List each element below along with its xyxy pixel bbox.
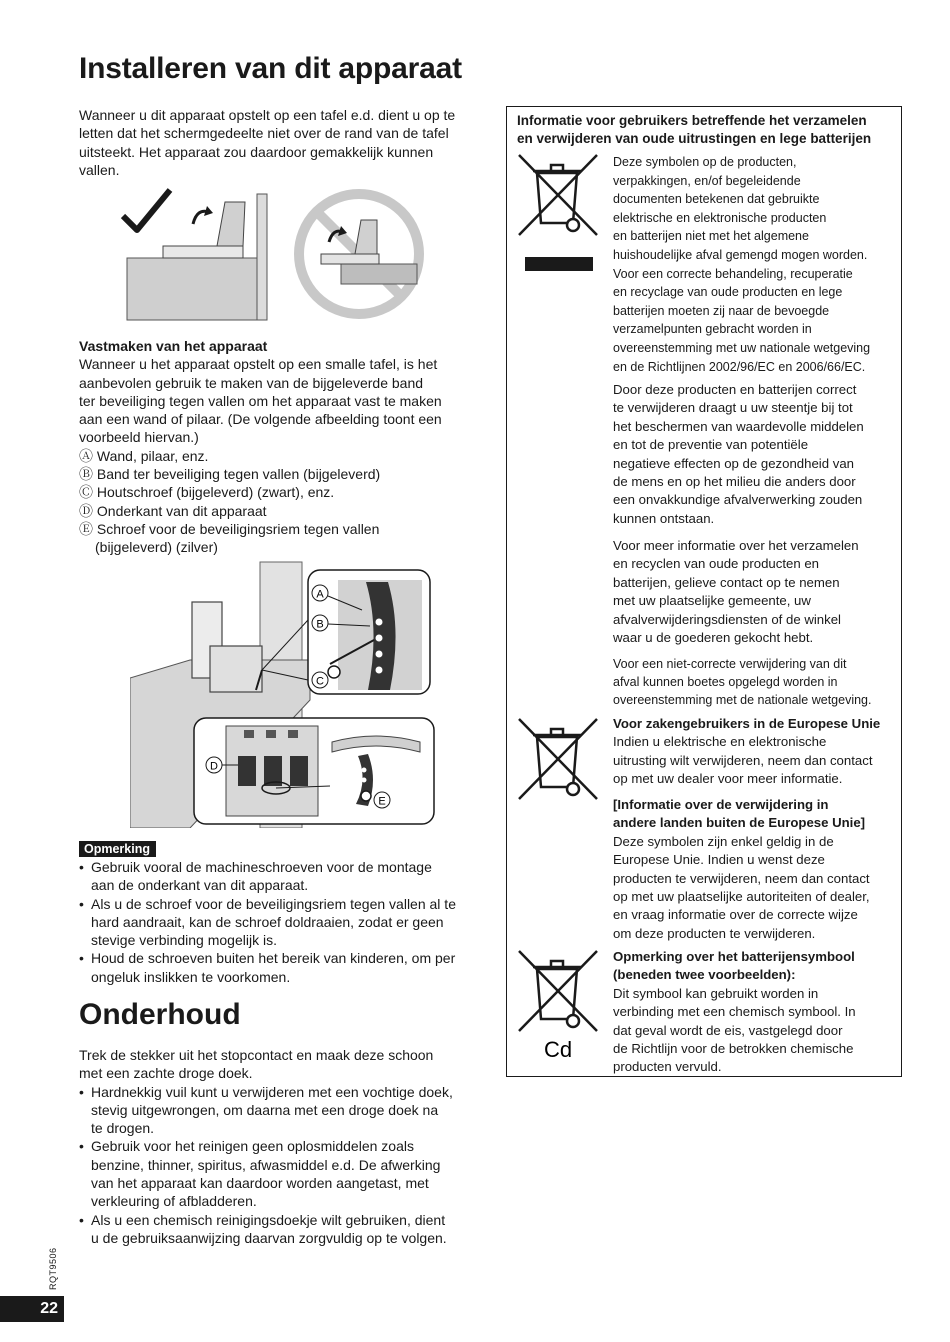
text-line: ter beveiliging tegen vallen om het apparaat vast te maken — [79, 392, 442, 409]
checkmark-icon — [123, 190, 170, 230]
legend-item: Ⓓ Onderkant van dit apparaat — [79, 502, 267, 519]
page-number: 22 — [0, 1296, 64, 1322]
list-item: • Als u de schroef voor de beveiligingsriem tegen vallen al te hard aandraait, kan de schroef doldraaien, zodat er geen stevige verbinding mogelijk is. — [79, 895, 499, 950]
info-paragraph-2: Door deze producten en batterijen correct te verwijderen draagt u uw steentje bij tot het beschermen van waardevolle middelen en tot de preventie van potentiële negatieve effecten op de gezondheid van de mens en op het milieu die anders door een onvakkundige afvalverwerking zouden kunnen ontstaan. — [613, 382, 864, 526]
list-item: • Hardnekkig vuil kunt u verwijderen met een vochtige doek, stevig uitgewrongen, om daarna met een droge doek na te drogen. — [79, 1083, 499, 1138]
note-label: Opmerking — [79, 841, 156, 857]
text-line: aan een wand of pilaar. (De volgende afbeelding toont een — [79, 411, 442, 428]
text-line: Trek de stekker uit het stopcontact en maak deze schoon — [79, 1047, 434, 1063]
section-heading: Vastmaken van het apparaat — [79, 338, 268, 354]
note-list — [79, 858, 499, 986]
label-b: B — [316, 618, 324, 631]
info-paragraph-3: Voor meer informatie over het verzamelen en recyclen van oude producten en batterijen, gelieve contact op te nemen met uw plaatselijke gemeente, uw afvalverwijderingsdiensten of de winkel waar u de goederen gekocht hebt. — [613, 538, 859, 646]
text-line: Wanneer u dit apparaat opstelt op een tafel e.d. dient u op te — [79, 107, 456, 123]
list-item: • Gebruik vooral de machineschroeven voor de montage aan de onderkant van dit apparaat. — [79, 858, 499, 895]
page-title: Installeren van dit apparaat — [79, 52, 462, 85]
box-heading: Informatie voor gebruikers betreffende het verzamelen en verwijderen van oude uitrustingen en lege batterijen — [517, 113, 872, 146]
legend-item: Ⓐ Wand, pilaar, enz. — [79, 447, 209, 464]
text-line: voorbeeld hiervan.) — [79, 429, 199, 446]
placement-illustration — [115, 184, 435, 324]
cd-label: Cd — [543, 1037, 573, 1061]
crossed-bin-icon — [515, 717, 605, 807]
section-title-maintenance: Onderhoud — [79, 998, 241, 1031]
list-item: • Gebruik voor het reinigen geen oplosmiddelen zoals benzine, thinner, spiritus, afwasmiddel e.d. De afwerking van het apparaat kan daardoor worden aangetast, met verkleuring of afbladderen. — [79, 1137, 499, 1210]
text-line: met een zachte droge doek. — [79, 1065, 253, 1082]
text-line: letten dat het schermgedeelte niet over de rand van de tafel — [79, 125, 449, 142]
legend-item: Ⓒ Houtschroef (bijgeleverd) (zwart), enz. — [79, 484, 335, 501]
battery-symbol-section: Opmerking over het batterijensymbool (beneden twee voorbeelden): Dit symbool kan gebruikt worden in verbinding met een chemisch symbool. In dat geval wordt de eis, vastgelegd door de Richtlijn voor de betrokken chemische producten vervuld. — [613, 949, 856, 1075]
battery-bin-icon — [515, 949, 605, 1061]
eu-business-section: Voor zakengebruikers in de Europese Unie Indien u elektrische en elektronische uitrusting wilt verwijderen, neem dan contact op met uw dealer voor meer informatie. — [613, 716, 881, 787]
mounting-illustration — [130, 560, 440, 828]
text-line: uitsteekt. Het apparaat zou daardoor gemakkelijk kunnen — [79, 143, 434, 160]
label-c: C — [316, 675, 324, 688]
info-paragraph-1: Deze symbolen op de producten, verpakkingen, en/of begeleidende documenten betekenen dat gebruikte elektrische en elektronische producten en batterijen niet met het algemene huishoudelijke afval gemengd mogen worden. Voor een correcte behandeling, recuperatie en recyclage van oude producten en lege batterijen moeten zij naar de bevoegde verzamelpunten gebracht worden in overeenstemming met uw nationale wetgeving en de Richtlijnen 2002/96/EC en 2006/66/EC. — [613, 155, 871, 374]
outside-eu-section: [Informatie over de verwijdering in andere landen buiten de Europese Unie] Deze symbolen zijn enkel geldig in de Europese Unie. Indien u wenst deze producten te verwijderen, neem dan contact op met uw plaatselijke autoriteiten of dealer, en vraag informatie over de correcte wijze om deze producten te verwijderen. — [613, 797, 870, 941]
text-line: Wanneer u het apparaat opstelt op een smalle tafel, is het — [79, 356, 438, 373]
intro-paragraph — [79, 106, 489, 179]
fix-section — [79, 337, 499, 557]
label-d: D — [210, 760, 218, 773]
crossed-bin-icon — [515, 153, 605, 273]
legend-item: (bijgeleverd) (zilver) — [95, 539, 218, 556]
disposal-info-box — [506, 106, 902, 1077]
text-line: vallen. — [79, 161, 120, 178]
list-item: • Houd de schroeven buiten het bereik van kinderen, om per ongeluk inslikken te voorkomen. — [79, 949, 499, 986]
info-paragraph-4: Voor een niet-correcte verwijdering van dit afval kunnen boetes opgelegd worden in overeenstemming met de nationale wetgeving. — [613, 657, 872, 707]
legend-item: Ⓑ Band ter beveiliging tegen vallen (bijgeleverd) — [79, 466, 381, 483]
legend-item: Ⓔ Schroef voor de beveiligingsriem tegen vallen — [79, 520, 380, 537]
label-a: A — [316, 588, 324, 601]
list-item: • Als u een chemisch reinigingsdoekje wilt gebruiken, dient u de gebruiksaanwijzing daarvan zorgvuldig op te volgen. — [79, 1211, 499, 1248]
label-e: E — [378, 795, 386, 808]
text-line: aanbevolen gebruik te maken van de bijgeleverde band — [79, 374, 424, 391]
document-code: RQT9506 — [48, 1247, 58, 1290]
maintenance-text — [79, 1046, 499, 1247]
